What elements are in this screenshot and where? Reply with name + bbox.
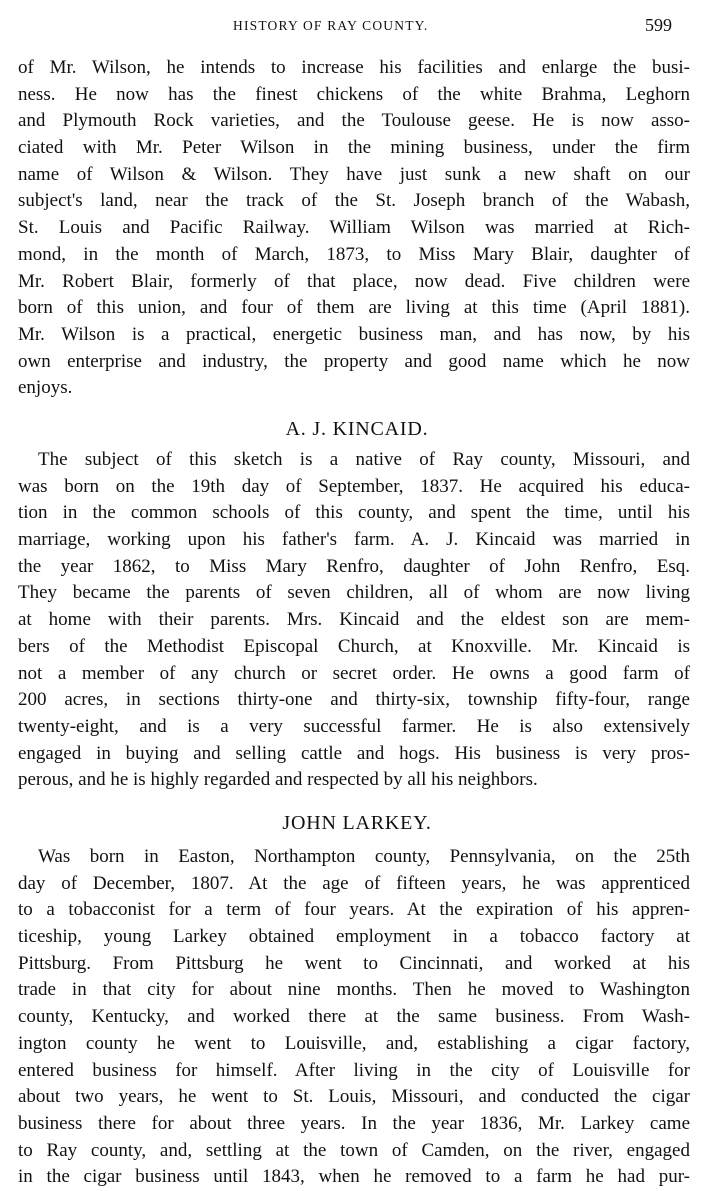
text-line: to a tobacconist for a term of four years. At the expiration of his appren- — [18, 899, 690, 921]
text-line: subject's land, near the track of the St. Joseph branch of the Wabash, — [18, 190, 690, 212]
text-line: bers of the Methodist Episcopal Church, at Knoxville. Mr. Kincaid is — [18, 635, 690, 657]
text-line: day of December, 1807. At the age of fifteen years, he was apprenticed — [18, 872, 690, 894]
text-line: was born on the 19th day of September, 1837. He acquired his educa- — [18, 475, 690, 497]
text-line: ness. He now has the finest chickens of the white Brahma, Leghorn — [18, 83, 690, 105]
section-heading-larkey: JOHN LARKEY. — [282, 812, 432, 834]
text-line: Was born in Easton, Northampton county, Pennsylvania, on the 25th — [38, 846, 690, 867]
text-line: ciated with Mr. Peter Wilson in the mining business, under the firm — [18, 137, 690, 159]
text-line: not a member of any church or secret order. He owns a good farm of — [18, 662, 690, 684]
text-line: enjoys. — [18, 377, 73, 399]
text-line: the year 1862, to Miss Mary Renfro, daughter of John Renfro, Esq. — [18, 555, 690, 577]
text-line: The subject of this sketch is a native of Ray county, Missouri, and — [38, 449, 690, 470]
text-line: Mr. Robert Blair, formerly of that place, now dead. Five children were — [18, 270, 690, 292]
text-line: ticeship, young Larkey obtained employment in a tobacco factory at — [18, 926, 690, 948]
text-line: marriage, working upon his father's farm. A. J. Kincaid was married in — [18, 529, 690, 551]
text-line: Mr. Wilson is a practical, energetic business man, and has now, by his — [18, 323, 690, 345]
text-line: own enterprise and industry, the property and good name which he now — [18, 350, 690, 372]
text-line: 200 acres, in sections thirty-one and thirty-six, township fifty-four, range — [18, 689, 690, 711]
text-line: of Mr. Wilson, he intends to increase his facilities and enlarge the busi- — [18, 57, 690, 78]
text-line: twenty-eight, and is a very successful farmer. He is also extensively — [18, 715, 690, 737]
running-title: HISTORY OF RAY COUNTY. — [233, 18, 429, 33]
paragraph-kincaid — [18, 447, 690, 794]
text-line: and Plymouth Rock varieties, and the Toulouse geese. He is now asso- — [18, 110, 690, 132]
page-header — [0, 14, 714, 38]
text-line: born of this union, and four of them are living at this time (April 1881). — [18, 297, 690, 319]
text-line: in the cigar business until 1843, when he removed to a farm he had pur- — [18, 1166, 690, 1188]
text-line: about two years, he went to St. Louis, Missouri, and conducted the cigar — [18, 1086, 690, 1108]
paragraph-larkey — [18, 844, 690, 1191]
text-line: ington county he went to Louisville, and, establishing a cigar factory, — [18, 1032, 690, 1054]
text-line: perous, and he is highly regarded and respected by all his neighbors. — [18, 769, 538, 791]
text-line: tion in the common schools of this county, and spent the time, until his — [18, 502, 690, 524]
text-line: entered business for himself. After living in the city of Louisville for — [18, 1059, 690, 1081]
text-line: to Ray county, and, settling at the town of Camden, on the river, engaged — [18, 1139, 690, 1161]
text-line: name of Wilson & Wilson. They have just sunk a new shaft on our — [18, 163, 690, 185]
paragraph-wilson — [18, 55, 690, 402]
text-line: They became the parents of seven children, all of whom are now living — [18, 582, 690, 604]
text-line: St. Louis and Pacific Railway. William Wilson was married at Rich- — [18, 217, 690, 239]
text-line: at home with their parents. Mrs. Kincaid and the eldest son are mem- — [18, 609, 690, 631]
text-line: county, Kentucky, and worked there at the same business. From Wash- — [18, 1006, 690, 1028]
page-number: 599 — [645, 15, 672, 35]
text-line: engaged in buying and selling cattle and hogs. His business is very pros- — [18, 742, 690, 764]
text-line: Pittsburg. From Pittsburg he went to Cincinnati, and worked at his — [18, 952, 690, 974]
section-heading-kincaid: A. J. KINCAID. — [285, 418, 429, 440]
text-line: trade in that city for about nine months. Then he moved to Washington — [18, 979, 690, 1001]
text-line: business there for about three years. In the year 1836, Mr. Larkey came — [18, 1112, 690, 1134]
text-line: mond, in the month of March, 1873, to Miss Mary Blair, daughter of — [18, 243, 690, 265]
